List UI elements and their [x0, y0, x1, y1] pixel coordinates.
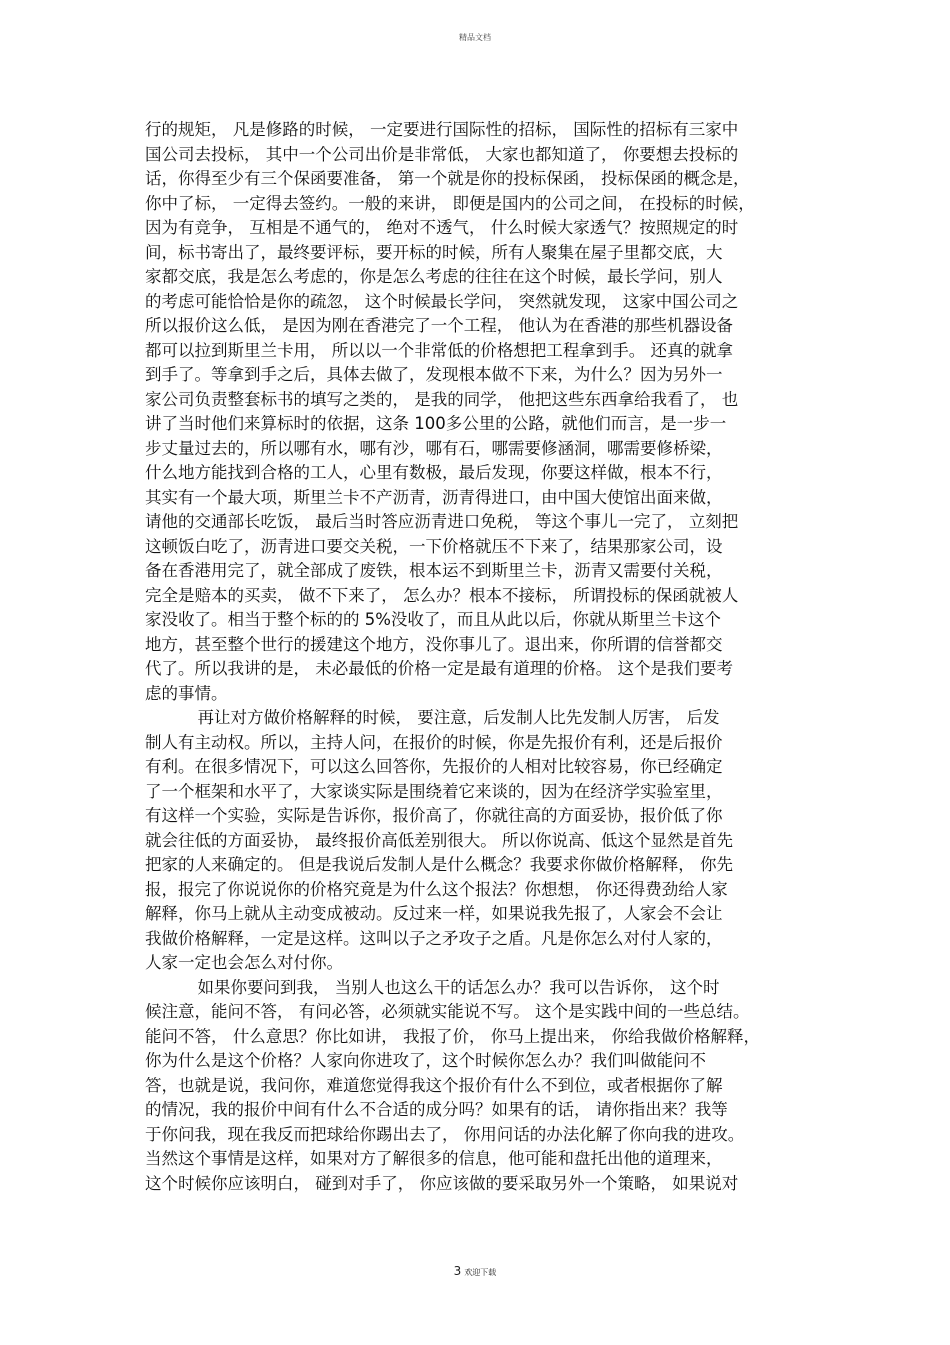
- text-line: 于你问我，现在我反而把球给你踢出去了， 你用问话的办法化解了你向我的进攻。: [145, 1124, 745, 1144]
- text-line: 虑的事情。: [145, 683, 228, 703]
- text-line: 这个时候你应该明白， 碰到对手了， 你应该做的要采取另外一个策略， 如果说对: [145, 1173, 739, 1193]
- text-line: 家公司负责整套标书的填写之类的， 是我的同学， 他把这些东西拿给我看了， 也: [145, 389, 739, 409]
- text-line: 所以报价这么低， 是因为刚在香港完了一个工程， 他认为在香港的那些机器设备: [145, 316, 733, 335]
- text-line: 话，你得至少有三个保函要准备， 第一个就是你的投标保函， 投标保函的概念是，: [145, 169, 750, 188]
- text-line: 其实有一个最大项，斯里兰卡不产沥青，沥青得进口，由中国大使馆出面来做，: [145, 487, 723, 507]
- text-line: 因为有竞争， 互相是不通气的， 绝对不透气， 什么时候大家透气？按照规定的时: [145, 218, 739, 237]
- page-footer: [0, 1260, 950, 1279]
- text-line: 国公司去投标， 其中一个公司出价是非常低， 大家也都知道了， 你要想去投标的: [145, 144, 739, 164]
- text-line: 完全是赔本的买卖， 做不下来了， 怎么办？根本不接标， 所谓投标的保函就被人: [145, 585, 739, 605]
- page-header: [0, 32, 950, 43]
- text-line: 人家一定也会怎么对付你。: [145, 953, 343, 972]
- text-line: 把家的人来确定的。 但是我说后发制人是什么概念？我要求你做价格解释， 你先: [145, 855, 733, 874]
- text-line: 你为什么是这个价格？人家向你进攻了，这个时候你怎么办？我们叫做能问不: [145, 1051, 706, 1070]
- text-line: 当然这个事情是这样，如果对方了解很多的信息，他可能和盘托出他的道理来，: [145, 1149, 723, 1168]
- document-body: [145, 118, 815, 1196]
- text-line: 都可以拉到斯里兰卡用， 所以以一个非常低的价格想把工程拿到手。 还真的就拿: [145, 340, 733, 360]
- text-line: 家没收了。相当于整个标的的 5%没收了，而且从此以后，你就从斯里兰卡这个: [145, 610, 721, 629]
- text-line: 的考虑可能恰恰是你的疏忽， 这个时候最长学问， 突然就发现， 这家中国公司之: [145, 291, 739, 311]
- text-line: 备在香港用完了，就全部成了废铁，根本运不到斯里兰卡，沥青又需要付关税，: [145, 561, 723, 580]
- text-line: 这顿饭白吃了，沥青进口要交关税，一下价格就压不下来了，结果那家公司，设: [145, 536, 723, 556]
- text-line: 能问不答， 什么意思？你比如讲， 我报了价， 你马上提出来， 你给我做价格解释，: [145, 1026, 760, 1046]
- text-line: 报，报完了你说说你的价格究竟是为什么这个报法？你想想， 你还得费劲给人家: [145, 879, 728, 899]
- text-line: 讲了当时他们来算标时的依据，这条 100多公里的公路，就他们而言，是一步一: [145, 414, 727, 433]
- text-line: 代了。所以我讲的是， 未必最低的价格一定是最有道理的价格。 这个是我们要考: [145, 659, 733, 678]
- text-line: 答，也就是说，我问你，难道您觉得我这个报价有什么不到位，或者根据你了解: [145, 1075, 723, 1095]
- header-label: 精品文档: [459, 33, 491, 42]
- footer-note: 欢迎下载: [464, 1268, 497, 1277]
- text-line: 如果你要问到我， 当别人也这么干的话怎么办？我可以告诉你， 这个时: [145, 977, 720, 997]
- text-line: 有利。在很多情况下，可以这么回答你，先报价的人相对比较容易，你已经确定: [145, 757, 723, 776]
- text-line: 有这样一个实验，实际是告诉你，报价高了，你就往高的方面妥协，报价低了你: [145, 806, 723, 825]
- text-line: 再让对方做价格解释的时候， 要注意，后发制人比先发制人厉害， 后发: [145, 708, 720, 727]
- text-line: 地方，甚至整个世行的援建这个地方，没你事儿了。退出来，你所谓的信誉都交: [145, 634, 723, 654]
- text-line: 步丈量过去的，所以哪有水，哪有沙，哪有石，哪需要修涵洞，哪需要修桥梁，: [145, 438, 723, 458]
- text-line: 的情况，我的报价中间有什么不合适的成分吗？如果有的话， 请你指出来？我等: [145, 1100, 728, 1119]
- text-line: 你中了标， 一定得去签约。一般的来讲， 即便是国内的公司之间， 在投标的时候，: [145, 193, 755, 213]
- text-line: 间，标书寄出了，最终要评标，要开标的时候，所有人聚集在屋子里都交底，大: [145, 242, 723, 262]
- text-line: 我做价格解释，一定是这样。这叫以子之矛攻子之盾。凡是你怎么对付人家的，: [145, 928, 723, 948]
- text-line: 就会往低的方面妥协， 最终报价高低差别很大。 所以你说高、低这个显然是首先: [145, 830, 733, 850]
- text-line: 什么地方能找到合格的工人，心里有数极，最后发现，你要这样做，根本不行，: [145, 463, 723, 482]
- text-line: 解释，你马上就从主动变成被动。反过来一样，如果说我先报了，人家会不会让: [145, 904, 723, 923]
- text-line: 家都交底，我是怎么考虑的，你是怎么考虑的往往在这个时候，最长学问，别人: [145, 267, 723, 286]
- text-line: 行的规矩， 凡是修路的时候， 一定要进行国际性的招标， 国际性的招标有三家中: [145, 120, 739, 139]
- text-line: 到手了。等拿到手之后，具体去做了，发现根本做不下来，为什么？因为另外一: [145, 365, 723, 384]
- text-line: 了一个框架和水平了，大家谈实际是围绕着它来谈的，因为在经济学实验室里，: [145, 781, 723, 801]
- text-line: 制人有主动权。所以，主持人问，在报价的时候，你是先报价有利，还是后报价: [145, 732, 723, 752]
- text-line: 请他的交通部长吃饭， 最后当时答应沥青进口免税， 等这个事儿一完了， 立刻把: [145, 512, 739, 531]
- text-line: 候注意，能问不答， 有问必答，必须就实能说不写。 这个是实践中间的一些总结。: [145, 1002, 750, 1021]
- page-number: 3: [453, 1264, 462, 1278]
